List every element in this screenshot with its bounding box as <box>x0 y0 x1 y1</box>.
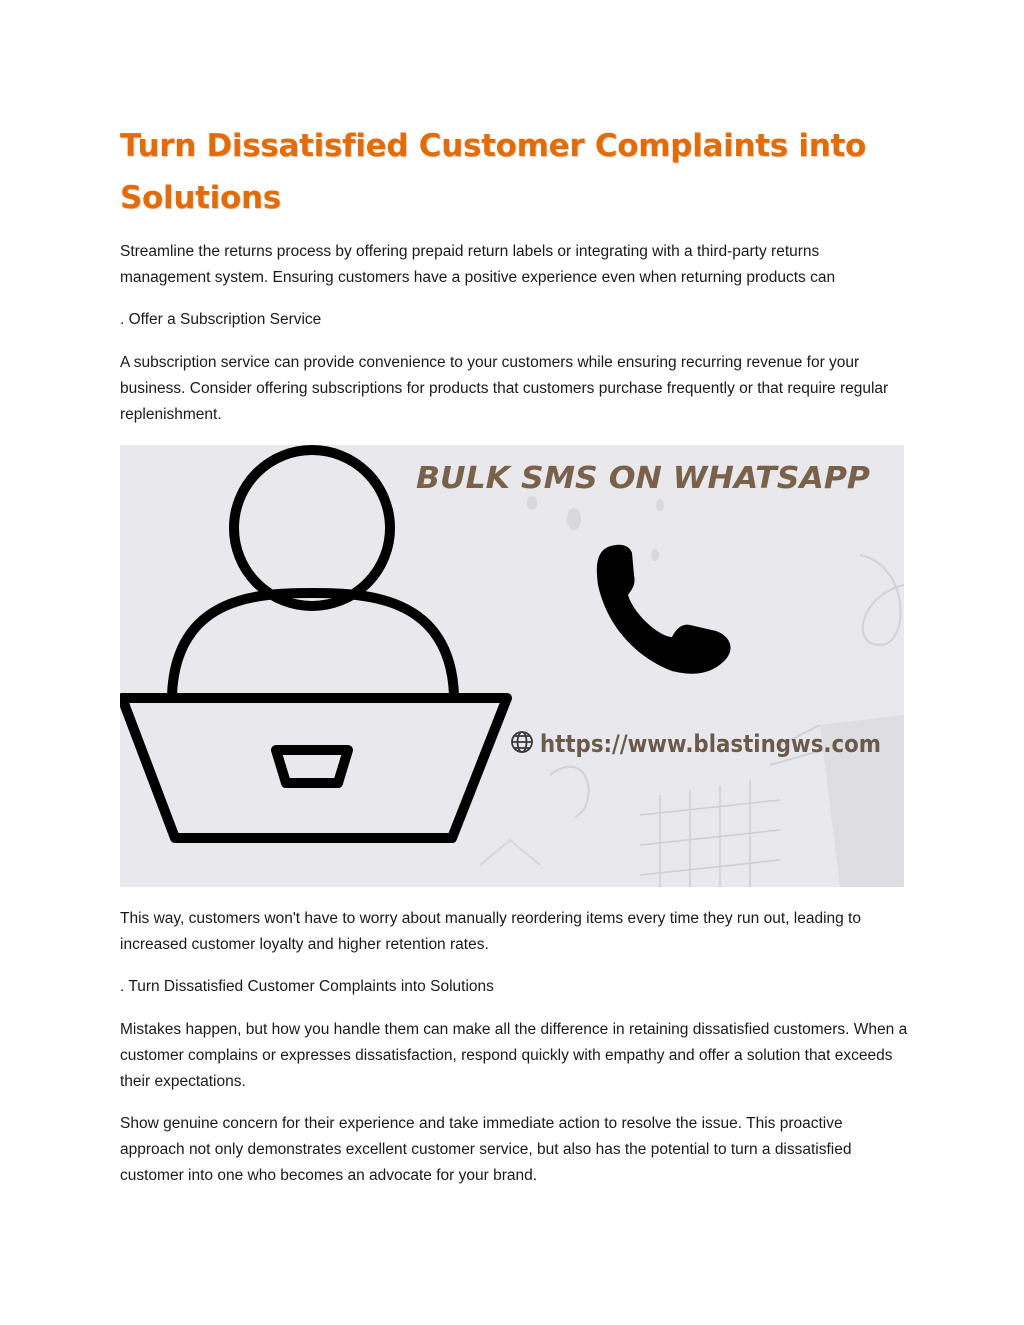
paragraph-mistakes: Mistakes happen, but how you handle them can make all the difference in retaining dissatisfied customers. When a customer complains or expresses dissatisfaction, respond quickly with empathy and offer a solution that exceeds their expectations. <box>120 1021 908 1090</box>
banner-headline: BULK SMS ON WHATSAPP <box>416 461 870 496</box>
paragraph-returns: Streamline the returns process by offering prepaid return labels or integrating with a third-party returns management system. Ensuring customers have a positive experience even when returning products can <box>120 243 836 286</box>
banner-url: https://www.blastingws.com <box>540 730 881 758</box>
promo-banner-image <box>120 445 904 887</box>
paragraph-concern: Show genuine concern for their experience and take immediate action to resolve the issue. This proactive approach not only demonstrates excellent customer service, but also has the potential to turn a dissatisfied customer into one who becomes an advocate for your brand. <box>120 1115 852 1184</box>
paragraph-subscription: A subscription service can provide convenience to your customers while ensuring recurring revenue for your business. Consider offering subscriptions for products that customers purchase frequently or that require regular replenishment. <box>120 354 889 423</box>
paragraph-complaints-heading: . Turn Dissatisfied Customer Complaints into Solutions <box>120 978 494 995</box>
page-title: Turn Dissatisfied Customer Complaints into Solutions <box>120 128 867 216</box>
paragraph-subscription-heading: . Offer a Subscription Service <box>120 311 322 328</box>
paragraph-reordering: This way, customers won't have to worry about manually reordering items every time they run out, leading to increased customer loyalty and higher retention rates. <box>120 910 861 953</box>
